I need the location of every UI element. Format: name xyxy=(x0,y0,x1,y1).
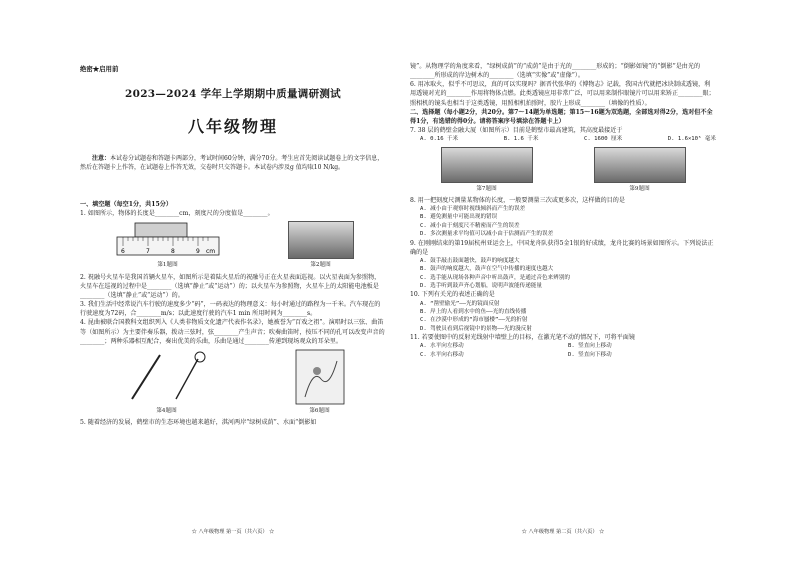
q9-option-b: B. 鼓声的响度越大，鼓声在空气中传播的速度也越大 xyxy=(420,266,554,273)
question-2: 2. 祝融号火星车是我国首辆火星车，如图所示是着陆火星后的祝融号正在火星表面巡视。以火星表面为参照物，火星车在巡视的过程中是________（选填“静止”或“运动”）的；以火星车为参照物，火星车上的太阳能电池板是________（选填“静止”或“运动”）的。 xyxy=(80,273,381,299)
figures-4-6 xyxy=(80,349,386,415)
question-10: 10. 下列有关光的表述正确的是 xyxy=(410,291,495,299)
q11-option-a: A. 水平向左移动 xyxy=(420,343,464,350)
mars-rover-photo xyxy=(288,221,354,259)
q10-option-d: D. 驾驶员看到后视镜中的景物——光的漫反射 xyxy=(420,325,532,332)
figure-7 xyxy=(441,147,533,193)
question-1: 1. 如图所示，物体的长度是________cm，刻度尺的分度值是________。 xyxy=(80,210,274,218)
right-page-footer: ☆ 八年级物理 第二页（共六页） ☆ xyxy=(521,529,605,535)
financial-tower-photo xyxy=(441,147,533,183)
figure-1 xyxy=(113,221,223,269)
instruments-illustration xyxy=(122,349,212,405)
q10-option-b: B. 岸上的人看到水中的鱼——光的直线传播 xyxy=(420,308,527,315)
q8-option-d: D. 多次测量求平均值可以减小由于估测而产生的误差 xyxy=(420,231,554,238)
q9-option-d: D. 选手听到鼓声齐心划船，说明声波能传递能量 xyxy=(420,283,542,290)
ruler-label-cm: cm xyxy=(205,248,215,256)
notice-label: 注意： xyxy=(92,155,111,162)
question-3: 3. 我们生活中经常说汽车行驶的速度多少“码”，一码表达的物理意义：每小时通过的路程为一千米。汽车现在的行驶速度为72码，合________m/s；以此速度行驶的汽车1 min 所用时间为________s。 xyxy=(80,301,381,318)
q9-option-c: C. 选手能从现场各种声音中听出鼓声，是通过音色来辨别的 xyxy=(420,274,570,281)
ruler-label-7: 7 xyxy=(145,248,150,256)
q8-option-c: C. 减小由于刻度尺不精密而产生的误差 xyxy=(420,222,520,229)
section-multiple-choice: 二、选择题（每小题2分，共20分。第7～14题为单选题；第15～16题为双选题，全部选对得2分，选对但不全得1分，有选错的得0分。请将答案序号填涂在答题卡上） xyxy=(410,108,713,125)
figure-1-caption: 第1题图 xyxy=(157,262,178,269)
figure-6-caption: 第6题图 xyxy=(309,407,330,414)
exam-subject: 八年级物理 xyxy=(187,117,278,136)
question-5: 5. 随着经济的发展，鹤壁市的生态环境也越来越好，淇河两岸“绿树成荫”、水面“倒影如 xyxy=(80,419,317,427)
question-6: 6. 用冰取火，似乎不可思议，真的可以实现吗？据晋代张华的《博物志》记载，我国古代就把冰块制成透镜，利用透镜对光的________作用将物体点燃。此类透镜应用非常广泛，可以用来制作眼镜片可以用来矫正________眼；照相机的镜头也相当于这类透镜，用照相机拍照时，胶片上形成________（填像的性质）。 xyxy=(410,81,715,107)
right-column xyxy=(410,62,716,359)
exam-notice xyxy=(80,154,386,173)
left-column xyxy=(80,200,386,427)
figure-4 xyxy=(122,349,212,415)
figures-1-2 xyxy=(80,221,386,269)
question-4: 4. 昆曲被联合国教科文组织列入《人类非物质文化遗产代表作名录》，她被誉为“百戏之祖”。演唱时以三弦、曲笛等（如图所示）为主要伴奏乐器，拨动三弦时，弦________产生声音；吹奏曲笛时，按压不同的孔可以改变声音的________；两种乐器相互配合，奏出优美的乐曲，乐曲是通过________传递到现场观众的耳朵里。 xyxy=(80,319,385,345)
q10-option-a: A. “凿壁偷光”——光的镜面反射 xyxy=(420,300,500,307)
figure-4-caption: 第4题图 xyxy=(156,407,177,414)
q7-option-b: B. 1.6 千米 xyxy=(503,136,539,143)
ancient-painting-illustration xyxy=(295,349,345,405)
q7-option-a: A. 0.16 千米 xyxy=(420,136,459,143)
figure-2-caption: 第2题图 xyxy=(310,262,331,269)
question-11-options xyxy=(410,342,716,359)
left-page-footer: ☆ 八年级物理 第一页（共六页） ☆ xyxy=(191,529,275,535)
q9-option-a: A. 鼓手敲击鼓面越快，鼓声的响度越大 xyxy=(420,257,520,264)
ruler-label-6: 6 xyxy=(120,248,125,256)
figure-2 xyxy=(288,221,354,269)
question-5-continued: 镜”。从物理学的角度来看，“绿树成荫”的“成荫”是由于光的________形成的；“倒影如镜”的“倒影”是由光的________所形成的岸边树木的________（选填“实像”或“虚像”）。 xyxy=(410,63,701,80)
notice-text: 本试卷分试题卷和答题卡两部分，考试时间60分钟，满分70分。考生应首先阅读试题卷上的文字信息，然后在答题卡上作答，在试题卷上作答无效，交卷时只交答题卡。本试卷内涉及g 值均取10 N/kg。 xyxy=(80,155,384,172)
figure-9-caption: 第9题图 xyxy=(629,185,650,192)
question-7: 7. 38 层的鹤壁金融大厦（如图所示）目前是鹤壁市最高建筑，其高度最接近于 xyxy=(410,126,623,134)
question-11: 11. 若要使图中的反射光线射中墙壁上的目标，在激光笔不动的情况下，可将平面镜 xyxy=(410,334,635,342)
section-fill-blank: 一、填空题（每空1分，共15分） xyxy=(80,201,172,208)
ruler-illustration xyxy=(113,221,223,259)
q8-option-a: A. 减小由于观察时视线倾斜而产生的误差 xyxy=(420,206,526,213)
ruler-label-8: 8 xyxy=(170,248,175,256)
q11-option-c: C. 水平向右移动 xyxy=(420,351,464,358)
confidential-label: 绝密★启用前 xyxy=(80,65,119,73)
ruler-label-9: 9 xyxy=(195,248,200,256)
q7-option-d: D. 1.6×10⁵ 毫米 xyxy=(667,136,716,143)
figures-7-9 xyxy=(410,147,716,193)
dragon-boat-photo xyxy=(594,147,686,183)
q7-option-c: C. 1600 厘米 xyxy=(584,136,623,143)
question-8: 8. 用一把刻度尺测量某物体的长度，一般要测量三次或更多次，这样做的目的是 xyxy=(410,196,625,204)
figure-7-caption: 第7题图 xyxy=(476,185,497,192)
question-9: 9. 在刚刚结束的第19届杭州亚运会上，中国龙舟队获得5金1银的好成绩，龙舟比赛的场景如图所示。下列说法正确的是 xyxy=(410,239,714,256)
figure-6 xyxy=(295,349,345,415)
q8-option-b: B. 避免测量中可能出现的错误 xyxy=(420,214,498,221)
exam-title: 2023—2024 学年上学期期中质量调研测试 xyxy=(124,88,341,100)
q10-option-c: C. 在沙漠中形成的“海市蜃楼”——光的折射 xyxy=(420,317,528,324)
q11-option-d: D. 竖直向下移动 xyxy=(568,351,612,358)
q11-option-b: B. 竖直向上移动 xyxy=(568,343,612,350)
question-7-options xyxy=(410,135,716,143)
figure-9 xyxy=(594,147,686,193)
